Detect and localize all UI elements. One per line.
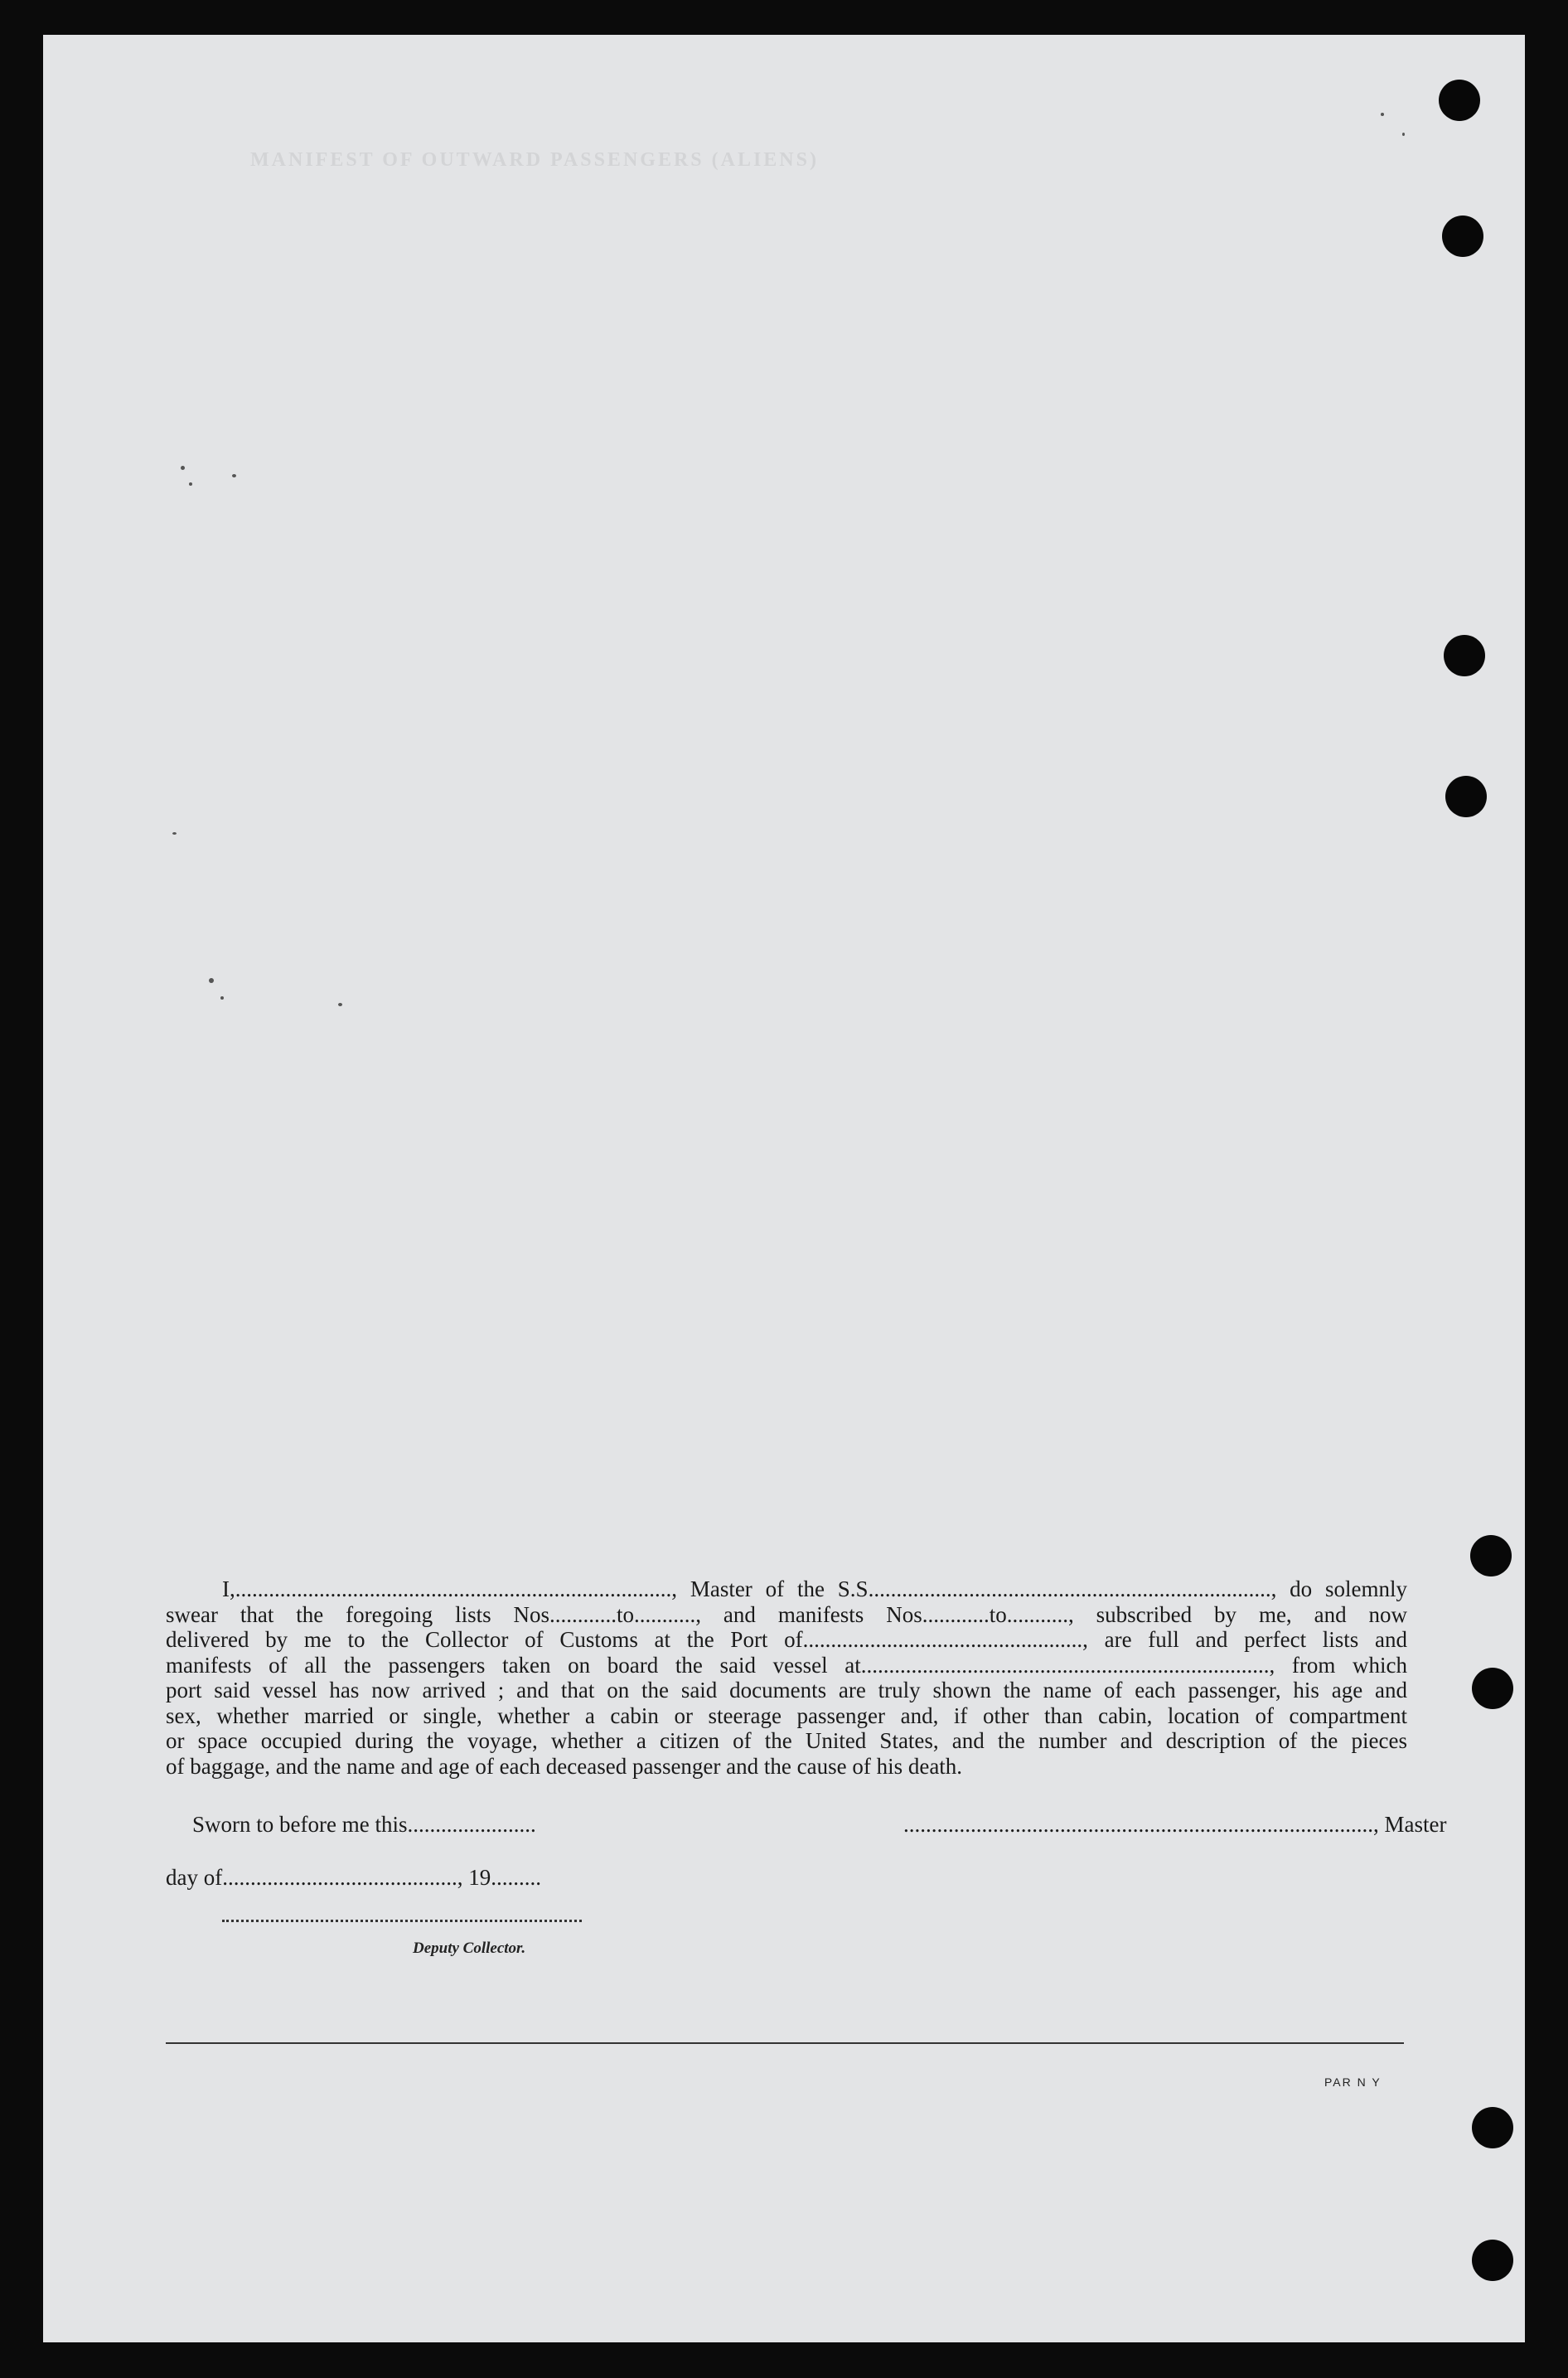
ink-speck xyxy=(189,482,192,486)
document-page xyxy=(43,35,1525,2342)
oath-line: of baggage, and the name and age of each deceased passenger and the cause of his death. xyxy=(166,1753,963,1779)
bleed-through-title: MANIFEST OF OUTWARD PASSENGERS (ALIENS) xyxy=(250,149,819,171)
ink-speck xyxy=(220,996,224,1000)
ink-speck xyxy=(338,1003,342,1006)
horizontal-rule xyxy=(166,2042,1404,2044)
deputy-collector-signature-line xyxy=(222,1920,582,1922)
ink-speck xyxy=(232,474,236,477)
ink-speck xyxy=(172,832,177,835)
ink-speck xyxy=(1402,133,1405,136)
oath-line: port said vessel has now arrived ; and that on the said documents are truly shown the name of each passenger, his age and xyxy=(166,1678,1407,1702)
binder-hole xyxy=(1472,1668,1513,1709)
binder-hole xyxy=(1472,2107,1513,2148)
binder-hole xyxy=(1439,80,1480,121)
oath-line: swear that the foregoing lists Nos............to..........., and manifests Nos............to..........., subscribed by me, and now xyxy=(166,1601,1407,1627)
deputy-collector-label: Deputy Collector. xyxy=(413,1940,526,1957)
binder-hole xyxy=(1444,635,1485,676)
binder-hole xyxy=(1470,1535,1512,1576)
date-line: day of.........................................., 19......... xyxy=(166,1865,541,1890)
oath-line: delivered by me to the Collector of Customs at the Port of.................................................., are full and perfect lists and xyxy=(166,1627,1407,1652)
binder-hole xyxy=(1445,776,1487,817)
master-signature-line: ...................................................................................., Master xyxy=(903,1812,1447,1837)
binder-hole xyxy=(1442,216,1483,257)
ink-speck xyxy=(181,466,185,470)
ink-speck xyxy=(1381,113,1384,116)
oath-line: or space occupied during the voyage, whether a citizen of the United States, and the number and description of the pieces xyxy=(166,1728,1407,1753)
oath-line: sex, whether married or single, whether a cabin or steerage passenger and, if other than cabin, location of compartment xyxy=(166,1702,1407,1728)
oath-line: I,.............................................................................., Master of the S.S........................................................................, do solemnly xyxy=(222,1576,1407,1601)
master-oath-paragraph xyxy=(166,1576,1407,1779)
sworn-before-line: Sworn to before me this....................... xyxy=(192,1812,536,1837)
ink-speck xyxy=(209,978,214,983)
binder-hole xyxy=(1472,2240,1513,2281)
oath-line: manifests of all the passengers taken on board the said vessel at........................................................................., from which xyxy=(166,1652,1407,1678)
printer-mark: PAR N Y xyxy=(1324,2075,1382,2089)
